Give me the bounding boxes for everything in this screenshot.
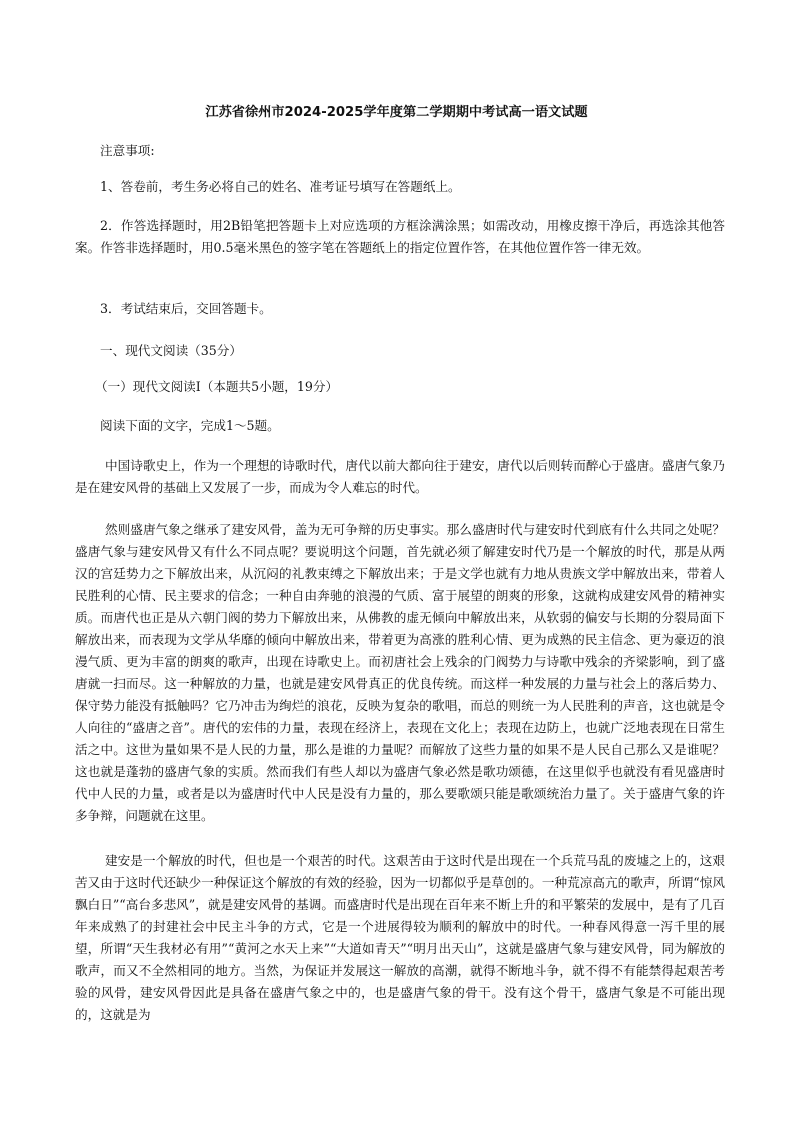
passage-paragraph-2: 然则盛唐气象之继承了建安风骨，盖为无可争辩的历史事实。那么盛唐时代与建安时代到底有什么共同之处呢？盛唐气象与建安风骨又有什么不同点呢？要说明这个问题，首先就必须了解建安时代乃是一个解放的时代，那是从两汉的宫廷势力之下解放出来，从沉闷的礼教束缚之下解放出来；于是文学也就有力地从贵族文学中解放出来，带着人民胜利的心情、民主要求的信念；一种自由奔驰的浪漫的气质、富于展望的朗爽的形象，这就构成建安风骨的精神实质。而唐代也正是从六朝门阀的势力下解放出来，从佛教的虚无倾向中解放出来，从软弱的偏安与长期的分裂局面下解放出来，而表现为文学从华靡的倾向中解放出来，带着更为高涨的胜利心情、更为成熟的民主信念、更为豪迈的浪漫气质、更为丰富的朗爽的歌声，出现在诗歌史上。而初唐社会上残余的门阀势力与诗歌中残余的齐梁影响，到了盛唐就一扫而尽。这一种解放的力量，也就是建安风骨真正的优良传统。而这样一种发展的力量与社会上的落后势力、保守势力能没有抵触吗？它乃冲击为绚烂的浪花，反映为复杂的歌唱，而总的则统一为人民胜利的声音，这也就是令人向往的“盛唐之音”。唐代的宏伟的力量，表现在经济上，表现在文化上；表现在边防上，也就广泛地表现在日常生活之中。这世为量如果不是人民的力量，那么是谁的力量呢？而解放了这些力量的如果不是人民自己那么又是谁呢？这也就是蓬勃的盛唐气象的实质。然而我们有些人却以为盛唐气象必然是歌功颂德，在这里似乎也就没有看见盛唐时代中人民的力量，或者是以为盛唐时代中人民是没有力量的，那么要歌颂只能是歌颂统治力量了。关于盛唐气象的许多争辩，问题就在这里。 <box>75 522 725 823</box>
reading-instruction: 阅读下面的文字，完成1～5题。 <box>100 418 280 433</box>
notice-item-3: 3．考试结束后，交回答题卡。 <box>100 301 272 316</box>
passage-paragraph-3: 建安是一个解放的时代，但也是一个艰苦的时代。这艰苦由于这时代是出现在一个兵荒马乱的废墟之上的，这艰苦又由于这时代还缺少一种保证这个解放的有效的经验，因为一切都似乎是草创的。一种荒凉高亢的歌声，所谓“惊风飘白日”“高台多悲风”，就是建安风骨的基调。而盛唐时代是出现在百年来不断上升的和平繁荣的发展中，是有了几百年来成熟了的封建社会中民主斗争的方式，它是一个进展得较为顺利的解放中的时代。一种春风得意一泻千里的展望，所谓“天生我材必有用”“黄河之水天上来”“大道如青天”“明月出天山”，这就是盛唐气象与建安风骨，同为解放的歌声，而又不全然相同的地方。当然，为保证并发展这一解放的高潮，就得不断地斗争，就不得不有能禁得起艰苦考验的风骨，建安风骨因此是具备在盛唐气象之中的，也是盛唐气象的骨干。没有这个骨干，盛唐气象是不可能出现的，这就是为 <box>75 853 725 1022</box>
notice-item-1: 1、答卷前，考生务必将自己的姓名、准考证号填写在答题纸上。 <box>100 179 461 194</box>
page-title: 江苏省徐州市2024-2025学年度第二学期期中考试高一语文试题 <box>205 105 588 120</box>
notice-heading: 注意事项: <box>100 143 155 158</box>
notice-item-2: 2．作答选择题时，用2B铅笔把答题卡上对应选项的方框涂满涂黑；如需改动，用橡皮擦干净后，再选涂其他答案。作答非选择题时，用0.5毫米黑色的签字笔在答题纸上的指定位置作答，在其他位置作答一律无效。 <box>75 218 725 255</box>
passage-paragraph-1: 中国诗歌史上，作为一个理想的诗歌时代，唐代以前大都向往于建安，唐代以后则转而醉心于盛唐。盛唐气象乃是在建安风骨的基础上又发展了一步，而成为令人难忘的时代。 <box>75 458 725 495</box>
subsection-heading: （一）现代文阅读Ⅰ（本题共5小题，19分） <box>95 379 339 394</box>
section-heading: 一、现代文阅读（35分） <box>100 343 242 358</box>
